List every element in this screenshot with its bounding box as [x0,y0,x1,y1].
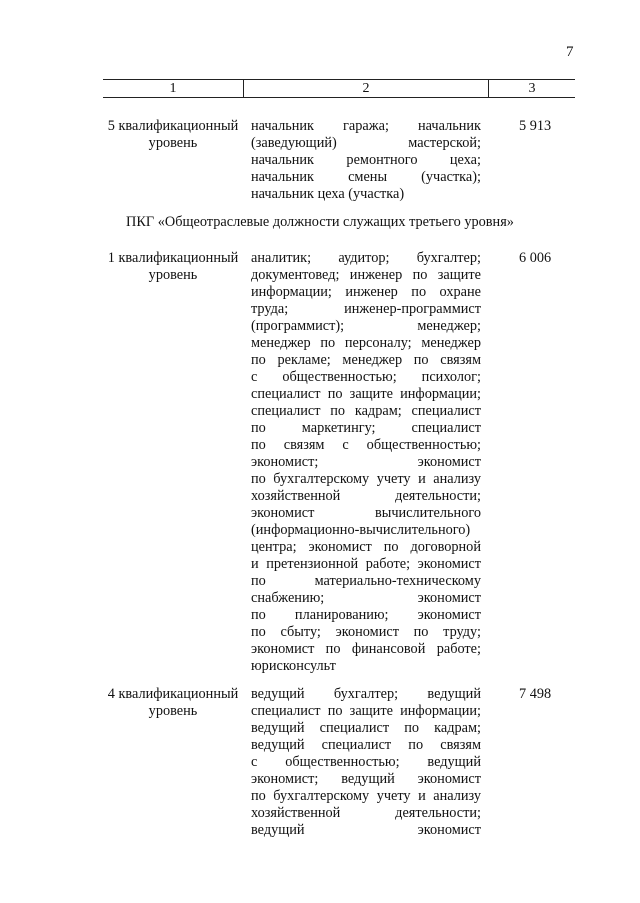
position-line: по бухгалтерскому учету и анализу [251,471,481,487]
position-line: (программист); менеджер; [251,318,481,334]
position-line: экономист вычислительного [251,505,481,521]
position-line: специалист по защите информации; [251,386,481,402]
position-line: с общественностью; ведущий [251,754,481,770]
position-list [251,118,481,203]
position-line: (информационно-вычислительного) [251,522,471,538]
position-line: информации; инженер по охране [251,284,481,300]
position-line: с общественностью; психолог; [251,369,481,385]
position-line: юрисконсульт [251,658,336,674]
position-line: специалист по кадрам; специалист [251,403,481,419]
position-line: по планированию; экономист [251,607,481,623]
header-col-1: 1 [169,81,177,96]
salary-value: 7 498 [519,686,552,702]
position-line: хозяйственной деятельности; [251,805,481,821]
position-line: и претензионной работе; экономист [251,556,481,572]
position-line: начальник ремонтного цеха; [251,152,481,168]
position-line: по маркетингу; специалист [251,420,481,436]
position-line: экономист по финансовой работе; [251,641,481,657]
position-line: экономист; ведущий экономист [251,771,481,787]
position-line: ведущий бухгалтер; ведущий [251,686,481,702]
position-line: менеджер по персоналу; менеджер [251,335,481,351]
position-list [251,250,481,675]
qualification-level: 5 квалификационный уровень [107,118,239,151]
header-col-2: 2 [243,80,489,97]
position-line: начальник смены (участка); [251,169,481,185]
position-line: специалист по защите информации; [251,703,481,719]
qualification-level: 4 квалификационный уровень [107,686,239,719]
header-col-3: 3 [528,81,536,96]
pkg-title: ПКГ «Общеотраслевые должности служащих третьего уровня» [126,214,514,230]
salary-value: 5 913 [519,118,552,134]
position-line: по сбыту; экономист по труду; [251,624,481,640]
position-line: документовед; инженер по защите [251,267,481,283]
table-header [103,79,575,98]
position-line: труда; инженер-программист [251,301,481,317]
position-line: центра; экономист по договорной [251,539,481,555]
position-line: ведущий специалист по кадрам; [251,720,481,736]
position-line: по связям с общественностью; [251,437,481,453]
position-line: (заведующий) мастерской; [251,135,481,151]
position-line: по материально-техническому [251,573,481,589]
position-list [251,686,481,839]
qualification-level: 1 квалификационный уровень [107,250,239,283]
position-line: снабжению; экономист [251,590,481,606]
position-line: ведущий экономист [251,822,481,838]
position-line: начальник цеха (участка) [251,186,405,202]
position-line: по бухгалтерскому учету и анализу [251,788,481,804]
position-line: ведущий специалист по связям [251,737,481,753]
position-line: аналитик; аудитор; бухгалтер; [251,250,481,266]
position-line: хозяйственной деятельности; [251,488,481,504]
position-line: экономист; экономист [251,454,481,470]
position-line: начальник гаража; начальник [251,118,481,134]
position-line: по рекламе; менеджер по связям [251,352,481,368]
salary-value: 6 006 [519,250,552,266]
page-number: 7 [566,44,574,60]
